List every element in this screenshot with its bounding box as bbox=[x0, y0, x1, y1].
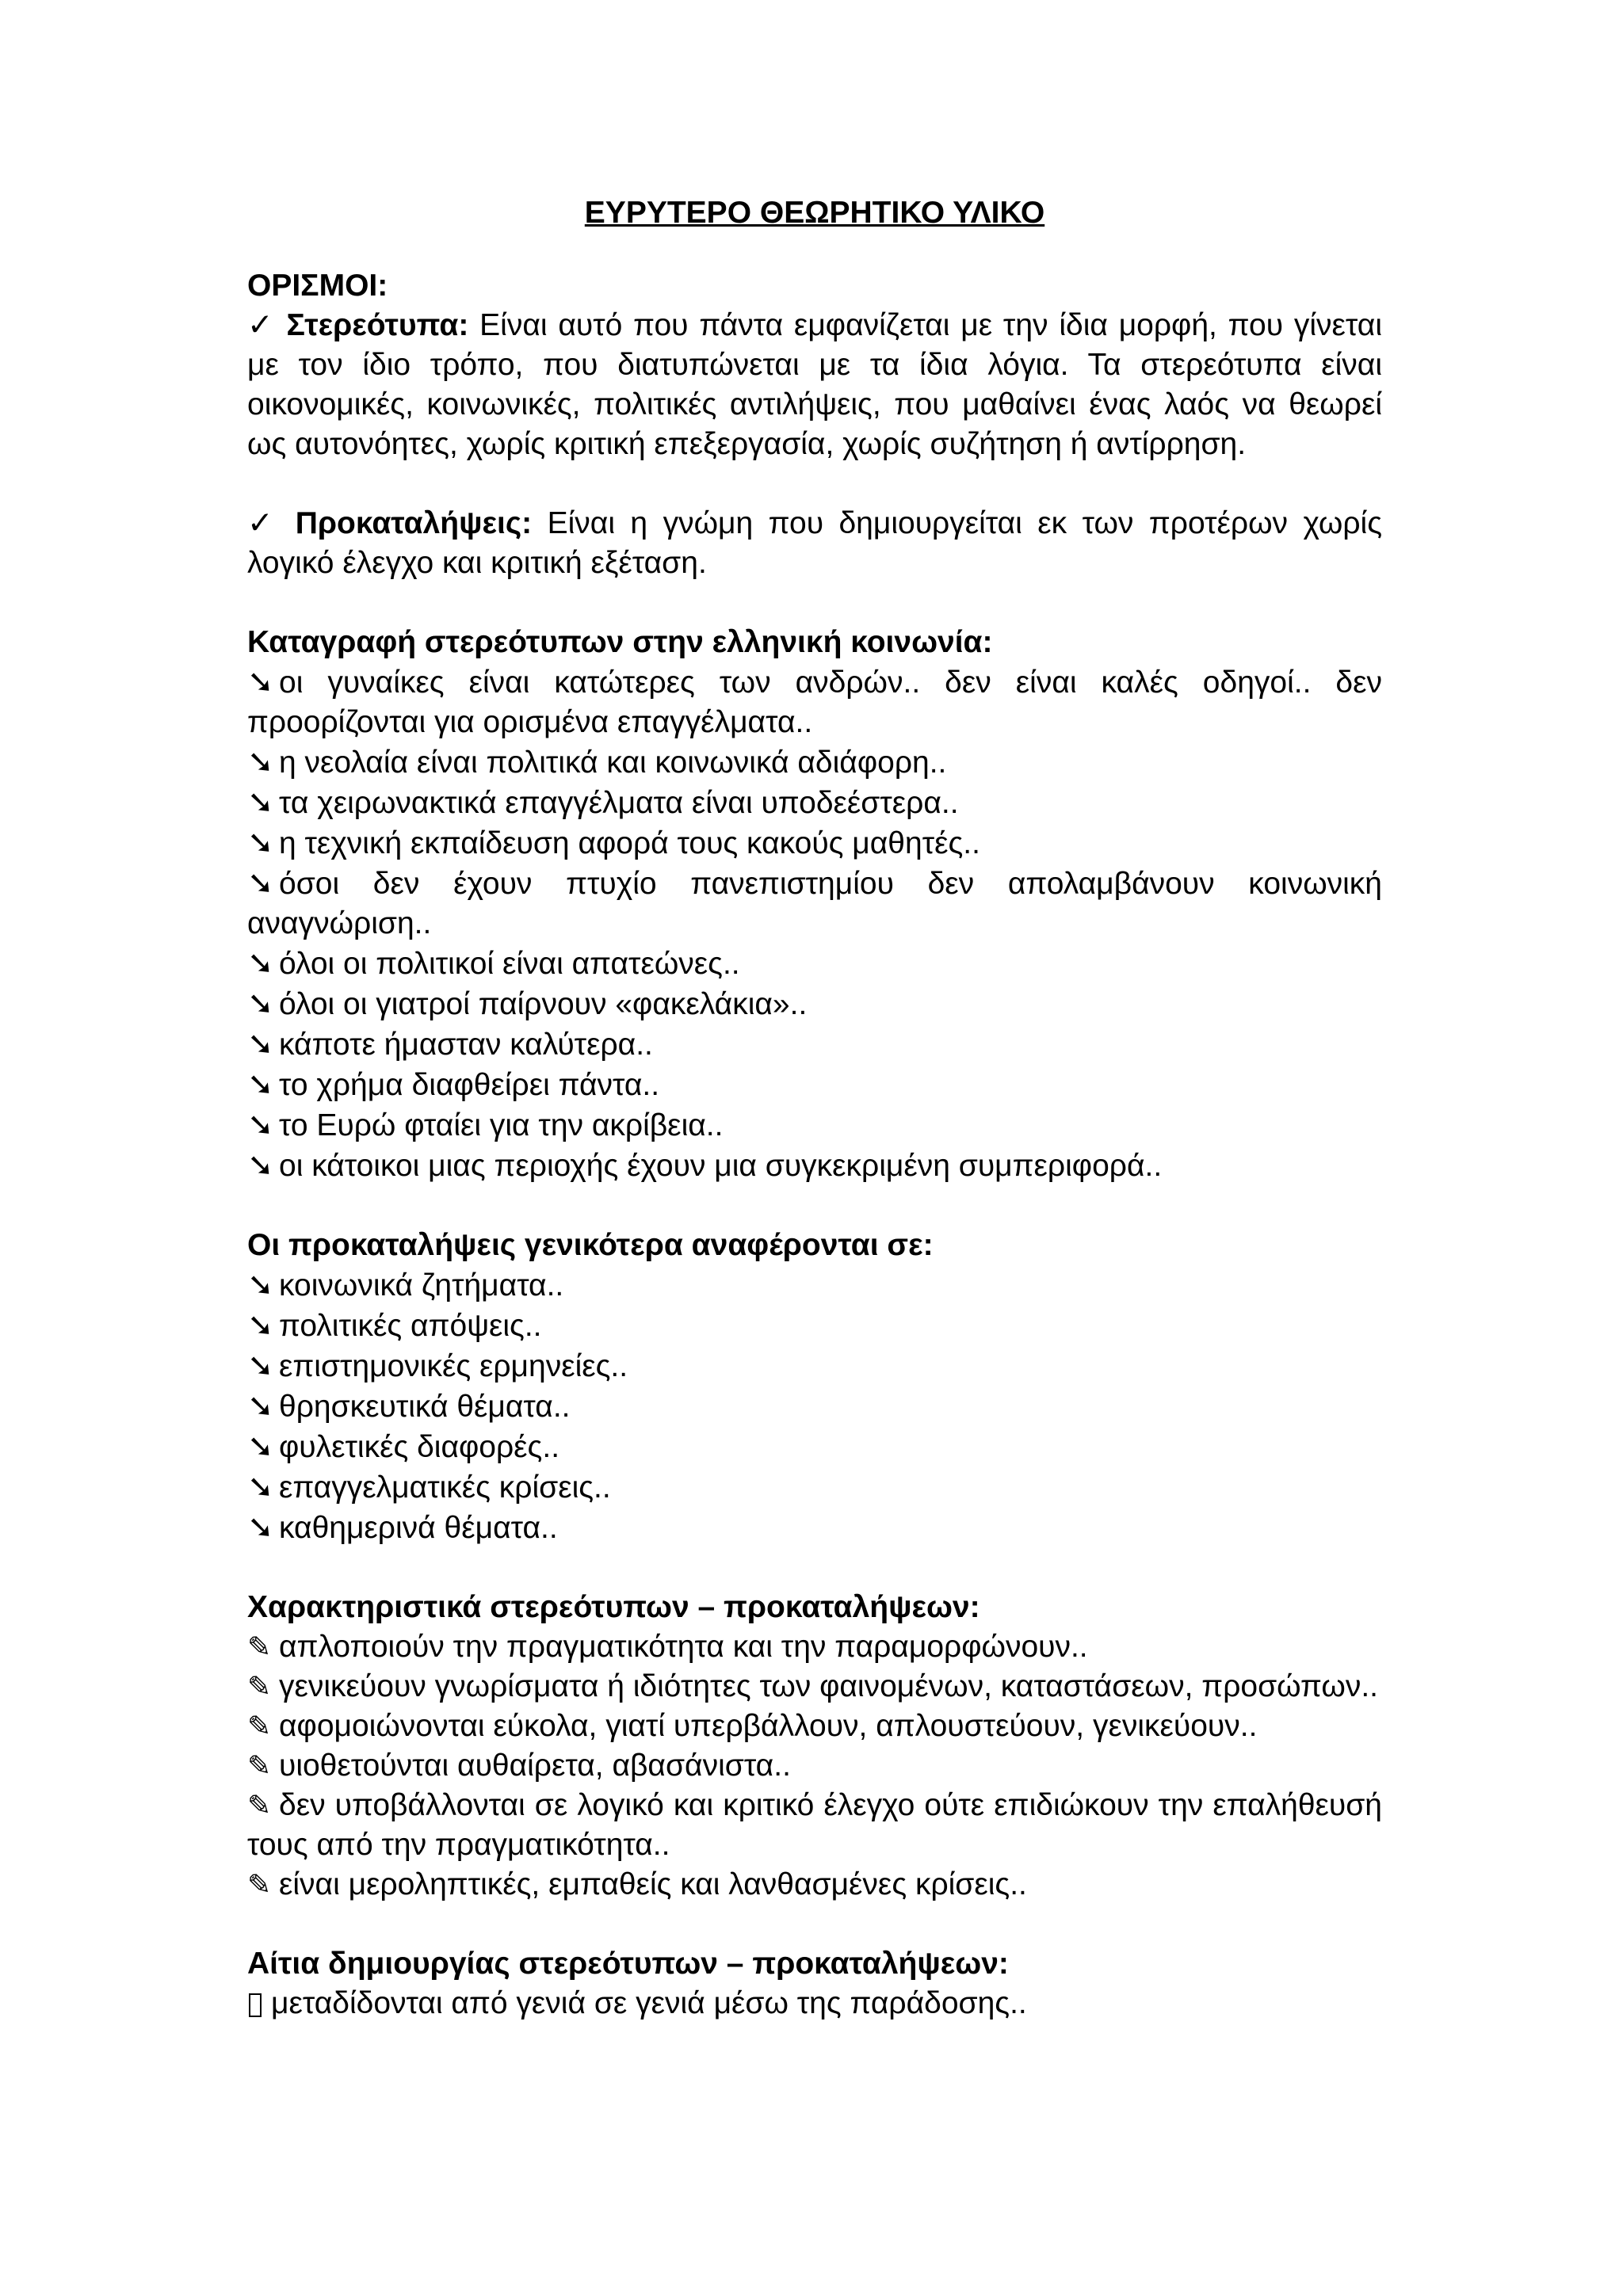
pencil-icon: ✎ bbox=[247, 1789, 272, 1821]
list-item: ➘ φυλετικές διαφορές.. bbox=[247, 1427, 1382, 1467]
arrow-down-right-icon: ➘ bbox=[247, 1348, 274, 1383]
arrow-down-right-icon: ➘ bbox=[247, 1470, 274, 1505]
arrow-down-right-icon: ➘ bbox=[247, 1027, 274, 1062]
checkmark-icon: ✓ bbox=[247, 506, 296, 540]
pencil-icon: ✎ bbox=[247, 1630, 272, 1663]
list-item: ➘ επαγγελματικές κρίσεις.. bbox=[247, 1467, 1382, 1508]
document-content bbox=[247, 193, 1382, 2023]
arrow-down-right-icon: ➘ bbox=[247, 1389, 274, 1424]
list-item: ✎ αφομοιώνονται εύκολα, γιατί υπερβάλλουν, απλουστεύουν, γενικεύουν.. bbox=[247, 1707, 1382, 1746]
page-title: ΕΥΡΥΤΕΡΟ ΘΕΩΡΗΤΙΚΟ ΥΛΙΚΟ bbox=[584, 196, 1045, 230]
pencil-icon: ✎ bbox=[247, 1749, 272, 1782]
definitions-heading: ΟΡΙΣΜΟΙ: bbox=[247, 269, 388, 303]
list-item: ➘ όλοι οι πολιτικοί είναι απατεώνες.. bbox=[247, 944, 1382, 984]
list-item: ✎ απλοποιούν την πραγματικότητα και την παραμορφώνουν.. bbox=[247, 1627, 1382, 1667]
section-heading-prejudices-topics: Οι προκαταλήψεις γενικότερα αναφέρονται σε: bbox=[247, 1228, 934, 1262]
arrow-down-right-icon: ➘ bbox=[247, 785, 274, 820]
definition-prejudices bbox=[247, 504, 1382, 583]
definition-term: Προκαταλήψεις: bbox=[295, 506, 533, 540]
list-item: ➘ όλοι οι γιατροί παίρνουν «φακελάκια».. bbox=[247, 984, 1382, 1024]
section-heading-stereotypes-list: Καταγραφή στερεότυπων στην ελληνική κοινωνία: bbox=[247, 625, 993, 659]
pencil-icon: ✎ bbox=[247, 1670, 272, 1703]
list-item: ➘ κάποτε ήμασταν καλύτερα.. bbox=[247, 1024, 1382, 1065]
list-item: ➘ οι γυναίκες είναι κατώτερες των ανδρών.. δεν είναι καλές οδηγοί.. δεν προορίζονται για ορισμένα επαγγέλματα.. bbox=[247, 662, 1382, 742]
list-item: ➘ οι κάτοικοι μιας περιοχής έχουν μια συγκεκριμένη συμπεριφορά.. bbox=[247, 1146, 1382, 1186]
list-item: ➘ κοινωνικά ζητήματα.. bbox=[247, 1265, 1382, 1306]
section-heading-causes: Αίτια δημιουργίας στερεότυπων – προκαταλήψεων: bbox=[247, 1947, 1009, 1981]
arrow-down-right-icon: ➘ bbox=[247, 1067, 274, 1102]
arrow-down-right-icon: ➘ bbox=[247, 1308, 274, 1343]
arrow-down-right-icon: ➘ bbox=[247, 946, 274, 981]
arrow-down-right-icon: ➘ bbox=[247, 986, 274, 1021]
list-item: ✎ δεν υποβάλλονται σε λογικό και κριτικό έλεγχο ούτε επιδιώκουν την επαλήθευσή τους από την πραγματικότητα.. bbox=[247, 1786, 1382, 1865]
arrow-down-right-icon: ➘ bbox=[247, 1108, 274, 1142]
definition-text: Είναι αυτό που πάντα εμφανίζεται με την ίδια μορφή, που γίνεται με τον ίδιο τρόπο, που διατυπώνεται με τα ίδια λόγια. Τα στερεότυπα είναι οικονομικές, κοινωνικές, πολιτικές αντιλήψεις, που μαθαίνει ένας λαός να θεωρεί ως αυτονόητες, χωρίς κριτική επεξεργασία, χωρίς συζήτηση ή αντίρρηση. bbox=[247, 308, 1382, 461]
arrow-down-right-icon: ➘ bbox=[247, 1268, 274, 1302]
list-item: ➘ επιστημονικές ερμηνείες.. bbox=[247, 1346, 1382, 1386]
list-item: ➘ καθημερινά θέματα.. bbox=[247, 1508, 1382, 1548]
list-item: ➘ πολιτικές απόψεις.. bbox=[247, 1306, 1382, 1346]
arrow-down-right-icon: ➘ bbox=[247, 866, 274, 901]
arrow-down-right-icon: ➘ bbox=[247, 745, 274, 780]
arrow-down-right-icon: ➘ bbox=[247, 1429, 274, 1464]
definition-stereotypes bbox=[247, 306, 1382, 464]
definition-text: Είναι η γνώμη που δημιουργείται εκ των προτέρων χωρίς λογικό έλεγχο και κριτική εξέταση. bbox=[247, 506, 1383, 580]
arrow-down-right-icon: ➘ bbox=[247, 1148, 274, 1183]
missing-glyph-box-icon bbox=[249, 1993, 262, 2017]
list-item: ➘ όσοι δεν έχουν πτυχίο πανεπιστημίου δεν απολαμβάνουν κοινωνική αναγνώριση.. bbox=[247, 864, 1382, 944]
list-item: ➘ τα χειρωνακτικά επαγγέλματα είναι υποδεέστερα.. bbox=[247, 783, 1382, 823]
list-item: ✎ είναι μεροληπτικές, εμπαθείς και λανθασμένες κρίσεις.. bbox=[247, 1865, 1382, 1905]
list-item: ✎ γενικεύουν γνωρίσματα ή ιδιότητες των φαινομένων, καταστάσεων, προσώπων.. bbox=[247, 1667, 1382, 1707]
definition-term: Στερεότυπα: bbox=[286, 308, 469, 342]
arrow-down-right-icon: ➘ bbox=[247, 826, 274, 860]
list-item: ✎ υιοθετούνται αυθαίρετα, αβασάνιστα.. bbox=[247, 1746, 1382, 1786]
checkmark-icon: ✓ bbox=[247, 308, 287, 342]
list-item: ➘ θρησκευτικά θέματα.. bbox=[247, 1386, 1382, 1427]
list-item: ➘ το Ευρώ φταίει για την ακρίβεια.. bbox=[247, 1105, 1382, 1146]
list-item: ➘ το χρήμα διαφθείρει πάντα.. bbox=[247, 1065, 1382, 1105]
section-heading-characteristics: Χαρακτηριστικά στερεότυπων – προκαταλήψεων: bbox=[247, 1590, 980, 1624]
list-item: μεταδίδονται από γενιά σε γενιά μέσω της παράδοσης.. bbox=[247, 1984, 1382, 2023]
list-item: ➘ η τεχνική εκπαίδευση αφορά τους κακούς μαθητές.. bbox=[247, 823, 1382, 864]
list-item: ➘ η νεολαία είναι πολιτικά και κοινωνικά αδιάφορη.. bbox=[247, 742, 1382, 783]
arrow-down-right-icon: ➘ bbox=[247, 665, 274, 700]
pencil-icon: ✎ bbox=[247, 1868, 272, 1901]
arrow-down-right-icon: ➘ bbox=[247, 1510, 274, 1545]
pencil-icon: ✎ bbox=[247, 1710, 272, 1742]
